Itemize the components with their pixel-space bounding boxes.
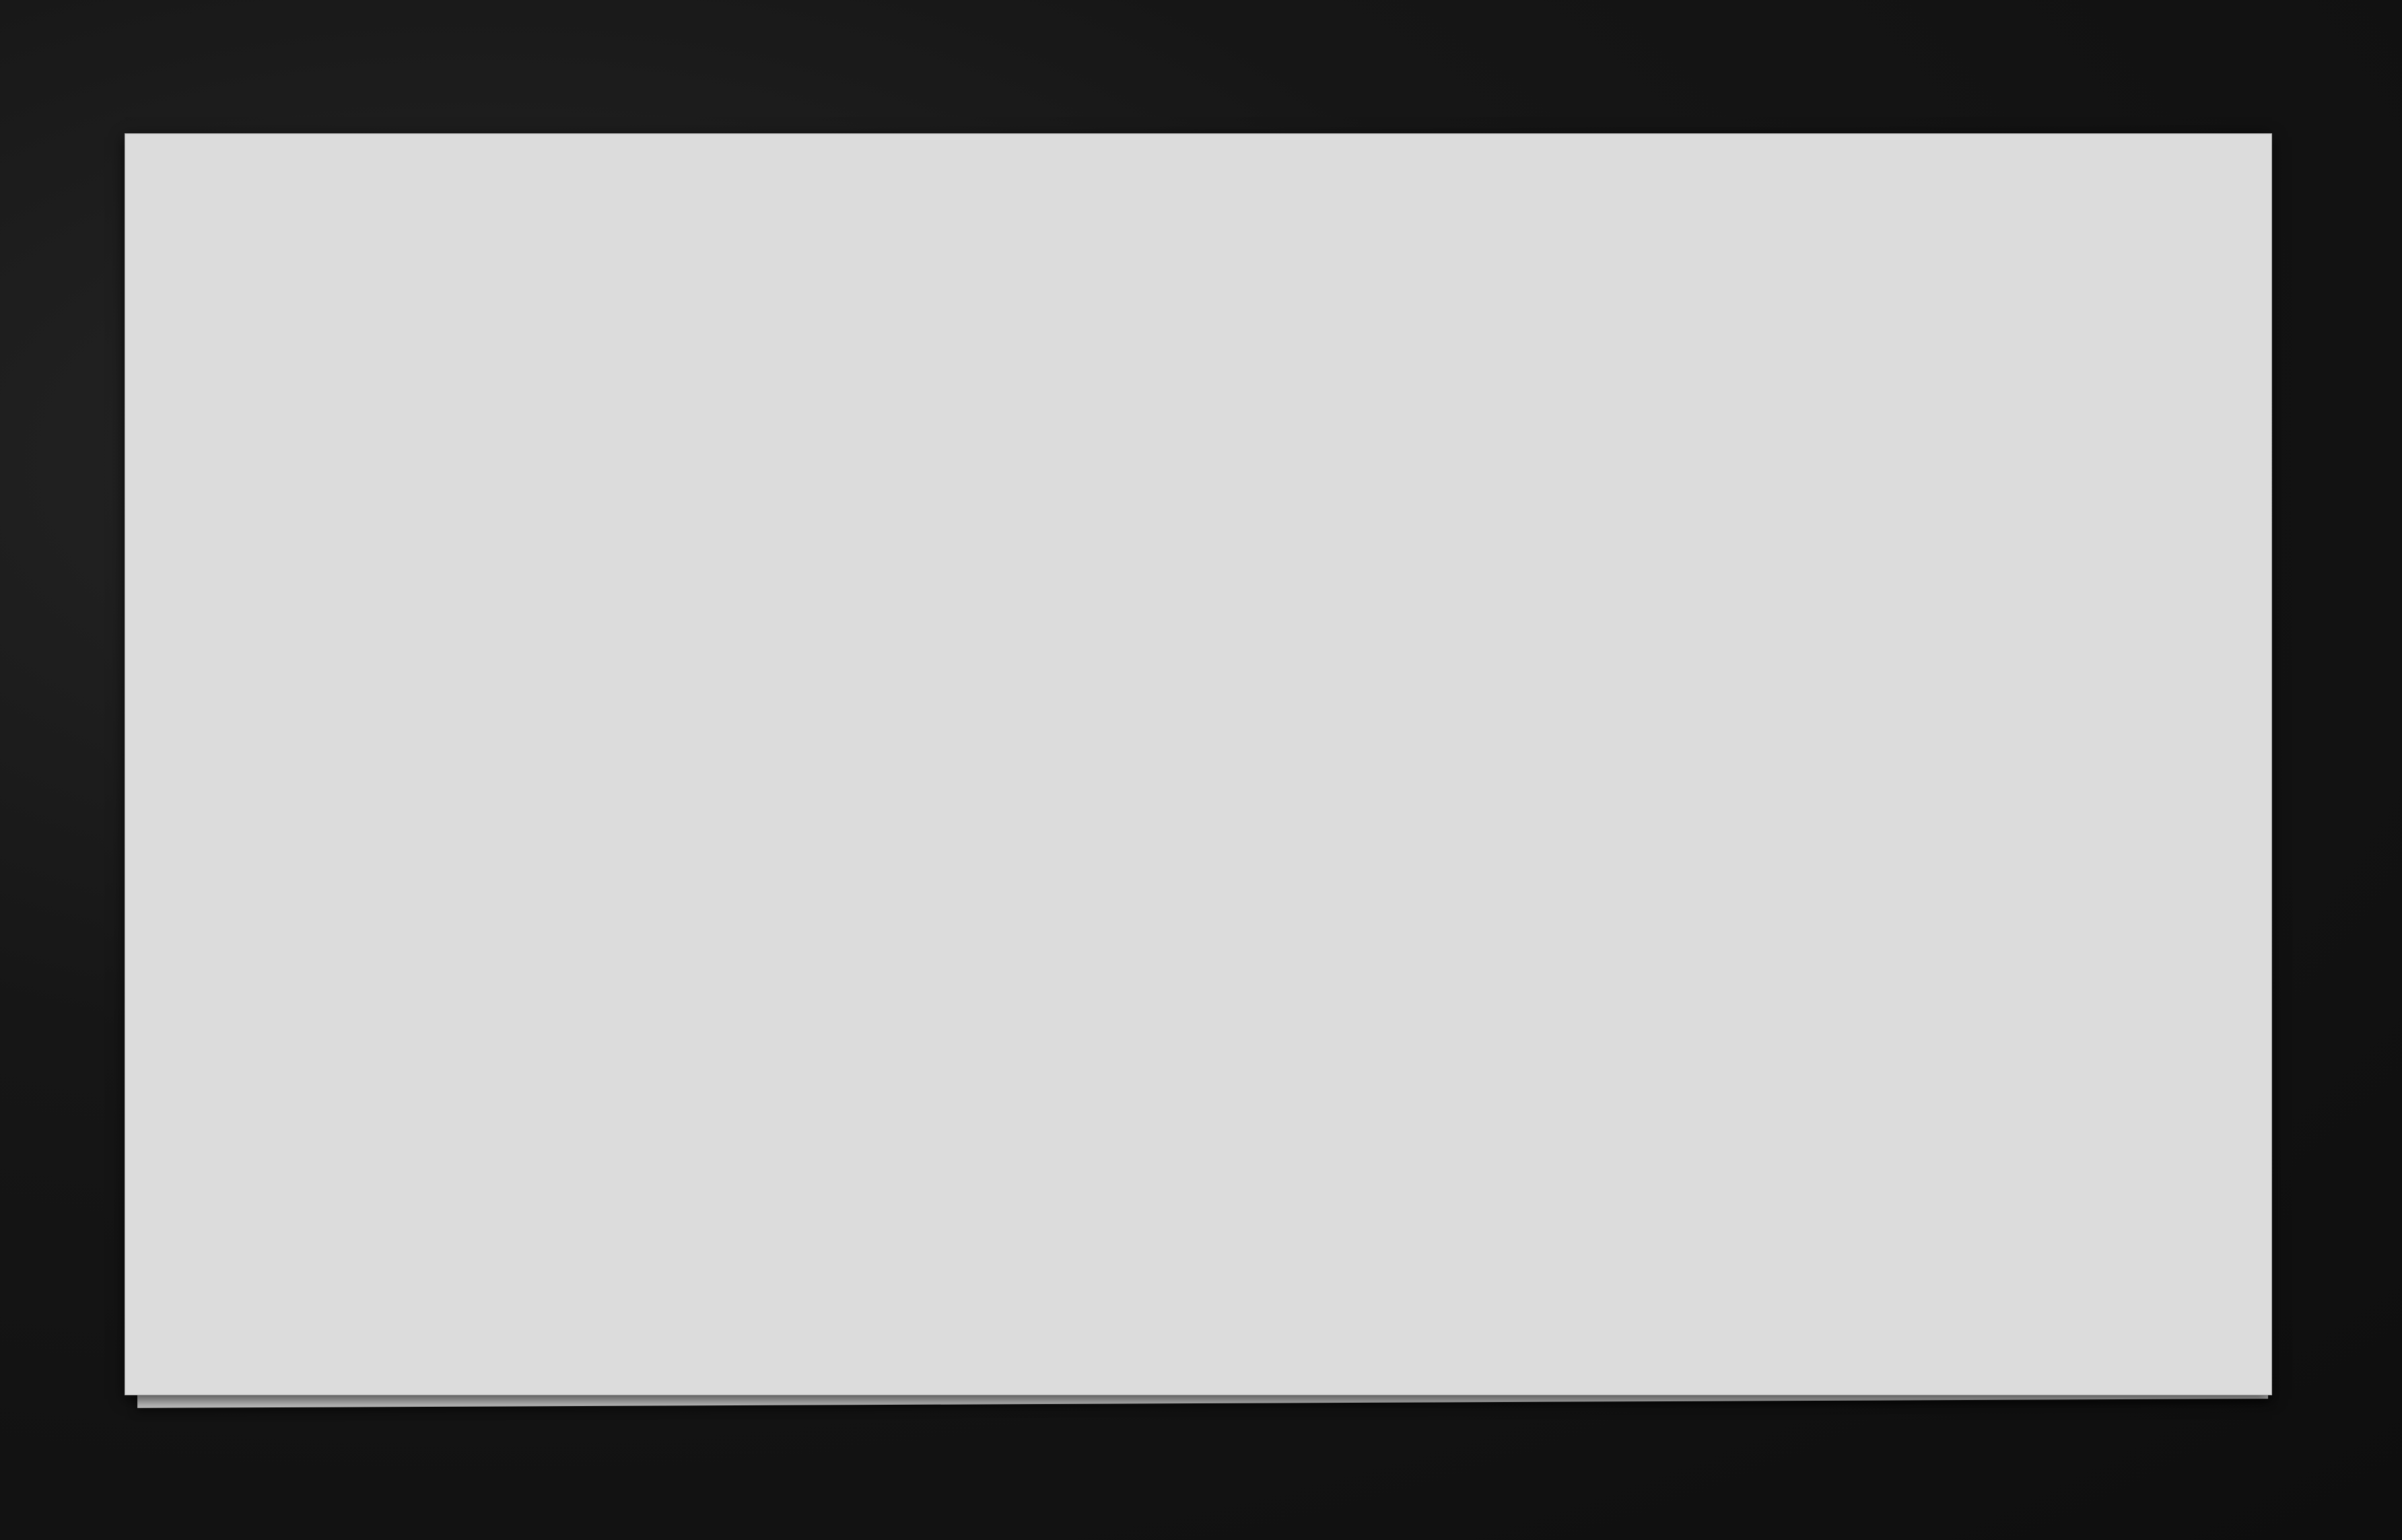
lease-table [135, 932, 2263, 1389]
crop-table [135, 164, 2263, 487]
middle-section [135, 474, 2263, 932]
census-card [125, 133, 2272, 1395]
